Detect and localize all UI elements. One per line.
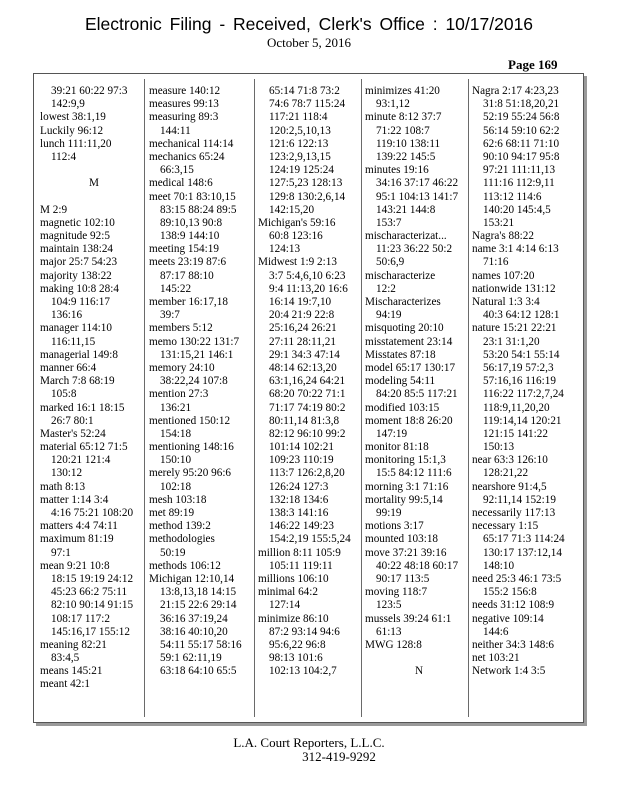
index-continuation: 68:20 70:22 71:1	[269, 388, 346, 401]
index-entry: measures 99:13	[149, 98, 219, 111]
index-entry: minimizes 41:20	[365, 85, 440, 97]
index-continuation: 138:9 144:10	[160, 230, 220, 243]
index-entry: need 25:3 46:1 73:5	[472, 572, 562, 585]
index-entry: MWG 128:8	[365, 638, 422, 651]
index-entry: Midwest 1:9 2:13	[258, 256, 337, 269]
index-entry: Master's 52:24	[40, 427, 106, 440]
index-entry: modified 103:15	[365, 401, 440, 414]
index-entry: majority 138:22	[40, 269, 112, 282]
index-column-3	[258, 85, 366, 678]
index-continuation: 56:14 59:10 62:2	[483, 124, 560, 137]
index-entry: motions 3:17	[365, 520, 424, 533]
index-continuation: 116:22 117:2,7,24	[483, 388, 564, 401]
index-continuation: 105:8	[51, 388, 77, 401]
index-entry: misquoting 20:10	[365, 322, 444, 335]
index-entry: material 65:12 71:5	[40, 441, 128, 454]
index-entry: memory 24:10	[149, 361, 215, 374]
index-entry: manner 66:4	[40, 361, 97, 374]
index-continuation: 82:12 96:10 99:2	[269, 427, 346, 440]
index-continuation: 89:10,13 90:8	[160, 216, 223, 229]
index-entry: met 89:19	[149, 507, 195, 519]
index-entry: model 65:17 130:17	[365, 361, 456, 374]
index-continuation: 90:10 94:17 95:8	[483, 150, 560, 163]
index-entry: meeting 154:19	[149, 243, 219, 256]
index-entry: moving 118:7	[365, 586, 428, 599]
index-continuation: 142:15,20	[269, 203, 315, 216]
index-entry: March 7:8 68:19	[40, 375, 115, 388]
index-entry: member 16:17,18	[149, 296, 228, 308]
index-continuation: 129:8 130:2,6,14	[269, 190, 346, 203]
index-continuation: 131:15,21 146:1	[160, 348, 234, 361]
index-entry: nature 15:21 22:21	[472, 322, 557, 335]
index-continuation: 20:4 21:9 22:8	[269, 309, 335, 322]
blank-line	[365, 652, 473, 665]
index-continuation: 118:9,11,20,20	[483, 401, 550, 414]
index-continuation: 94:19	[376, 309, 402, 322]
index-column-5	[472, 85, 580, 678]
index-entry: needs 31:12 108:9	[472, 599, 555, 612]
index-entry: matter 1:14 3:4	[40, 493, 109, 506]
index-continuation: 138:3 141:16	[269, 507, 329, 519]
index-entry: negative 109:14	[472, 612, 544, 625]
index-continuation: 40:22 48:18 60:17	[376, 559, 459, 572]
index-entry: monitor 81:18	[365, 441, 429, 454]
index-continuation: 97:1	[51, 546, 71, 559]
index-continuation: 136:16	[51, 309, 83, 322]
index-continuation: 65:14 71:8 73:2	[269, 85, 340, 97]
index-entry: magnitude 92:5	[40, 230, 110, 243]
index-continuation: 142:9,9	[51, 98, 85, 111]
index-entry: net 103:21	[472, 652, 520, 665]
index-continuation: 39:7	[160, 309, 180, 322]
index-entry: mischaracterize	[365, 269, 436, 282]
index-entry: Network 1:4 3:5	[472, 665, 546, 678]
index-continuation: 26:7 80:1	[51, 414, 94, 427]
index-continuation: 9:4 11:13,20 16:6	[269, 282, 348, 295]
index-entry: meaning 82:21	[40, 638, 107, 651]
index-entry: maintain 138:24	[40, 243, 114, 256]
index-continuation: 93:1,12	[376, 98, 410, 111]
index-entry: magnetic 102:10	[40, 216, 115, 229]
index-continuation: 95:1 104:13 141:7	[376, 190, 459, 203]
index-entry: millions 106:10	[258, 572, 329, 585]
index-entry: name 3:1 4:14 6:13	[472, 243, 559, 256]
index-continuation: 128:21,22	[483, 467, 529, 480]
index-continuation: 71:17 74:19 80:2	[269, 401, 346, 414]
index-entry: million 8:11 105:9	[258, 546, 341, 559]
index-continuation: 48:14 62:13,20	[269, 361, 337, 374]
index-continuation: 66:3,15	[160, 164, 194, 177]
index-continuation: 121:6 122:13	[269, 137, 329, 150]
index-entry: lunch 111:11,20	[40, 137, 112, 150]
index-continuation: 102:18	[160, 480, 192, 493]
index-continuation: 71:16	[483, 256, 509, 269]
index-continuation: 11:23 36:22 50:2	[376, 243, 453, 256]
index-continuation: 98:13 101:6	[269, 652, 323, 665]
blank-line	[40, 164, 148, 177]
letter-heading: N	[414, 665, 424, 678]
index-continuation: 104:9 116:17	[51, 296, 110, 308]
index-continuation: 65:17 71:3 114:24	[483, 533, 565, 546]
index-entry: members 5:12	[149, 322, 213, 335]
index-continuation: 153:21	[483, 216, 515, 229]
index-continuation: 148:10	[483, 559, 515, 572]
index-continuation: 119:14,14 120:21	[483, 414, 562, 427]
index-continuation: 121:15 141:22	[483, 427, 548, 440]
index-entry: Michigan 12:10,14	[149, 572, 235, 585]
index-continuation: 97:21 111:11,13	[483, 164, 556, 177]
index-entry: necessary 1:15	[472, 520, 539, 533]
index-continuation: 95:6,22 96:8	[269, 638, 326, 651]
index-entry: nearshore 91:4,5	[472, 480, 547, 493]
index-continuation: 146:22 149:23	[269, 520, 334, 533]
index-entry: mechanical 114:14	[149, 137, 234, 150]
index-continuation: 155:2 156:8	[483, 586, 537, 599]
index-continuation: 60:8 123:16	[269, 230, 323, 243]
index-continuation: 83:15 88:24 89:5	[160, 203, 237, 216]
index-continuation: 111:16 112:9,11	[483, 177, 555, 190]
filing-stamp-header: Electronic Filing - Received, Clerk's Office : 10/17/2016	[84, 14, 534, 34]
index-continuation: 123:2,9,13,15	[269, 150, 331, 163]
index-continuation: 130:17 137:12,14	[483, 546, 562, 559]
index-continuation: 74:6 78:7 115:24	[269, 98, 346, 111]
index-entry: meets 23:19 87:6	[149, 256, 227, 269]
index-entry: mentioning 148:16	[149, 441, 234, 454]
index-entry: neither 34:3 148:6	[472, 638, 555, 651]
index-continuation: 62:6 68:11 71:10	[483, 137, 560, 150]
index-continuation: 50:19	[160, 546, 186, 559]
index-continuation: 40:3 64:12 128:1	[483, 309, 560, 322]
index-continuation: 39:21 60:22 97:3	[51, 85, 128, 97]
page-number: Page 169	[508, 57, 558, 72]
index-continuation: 113:12 114:6	[483, 190, 542, 203]
index-entry: move 37:21 39:16	[365, 546, 447, 559]
index-entry: necessarily 117:13	[472, 507, 556, 519]
index-continuation: 136:21	[160, 401, 192, 414]
index-entry: meant 42:1	[40, 678, 91, 691]
index-entry: memo 130:22 131:7	[149, 335, 240, 348]
index-continuation: 29:1 34:3 47:14	[269, 348, 340, 361]
index-entry: managerial 149:8	[40, 348, 118, 361]
index-continuation: 16:14 19:7,10	[269, 296, 332, 308]
index-continuation: 108:17 117:2	[51, 612, 110, 625]
index-continuation: 12:2	[376, 282, 396, 295]
index-entry: marked 16:1 18:15	[40, 401, 125, 414]
index-continuation: 120:2,5,10,13	[269, 124, 331, 137]
index-continuation: 87:17 88:10	[160, 269, 214, 282]
index-entry: minimal 64:2	[258, 586, 318, 599]
court-reporter-name: L.A. Court Reporters, L.L.C.	[233, 735, 385, 750]
index-continuation: 21:15 22:6 29:14	[160, 599, 237, 612]
index-continuation: 25:16,24 26:21	[269, 322, 337, 335]
index-entry: mechanics 65:24	[149, 150, 225, 163]
index-entry: matters 4:4 74:11	[40, 520, 118, 533]
index-continuation: 112:4	[51, 150, 77, 163]
index-entry: Luckily 96:12	[40, 124, 104, 137]
index-continuation: 4:16 75:21 108:20	[51, 507, 134, 519]
index-entry: Nagra's 88:22	[472, 230, 534, 243]
index-continuation: 144:11	[160, 124, 191, 137]
index-continuation: 140:20 145:4,5	[483, 203, 551, 216]
index-entry: mounted 103:18	[365, 533, 439, 546]
index-continuation: 38:22,24 107:8	[160, 375, 228, 388]
index-continuation: 71:22 108:7	[376, 124, 430, 137]
index-entry: major 25:7 54:23	[40, 256, 118, 269]
index-continuation: 27:11 28:11,21	[269, 335, 336, 348]
index-entry: methodologies	[149, 533, 215, 546]
index-entry: method 139:2	[149, 520, 211, 533]
index-entry: minute 8:12 37:7	[365, 111, 442, 124]
index-entry: Natural 1:3 3:4	[472, 296, 540, 308]
index-entry: Michigan's 59:16	[258, 216, 336, 229]
index-entry: maximum 81:19	[40, 533, 114, 546]
index-continuation: 130:12	[51, 467, 83, 480]
index-continuation: 119:10 138:11	[376, 137, 441, 150]
index-entry: mention 27:3	[149, 388, 209, 401]
index-entry: lowest 38:1,19	[40, 111, 106, 124]
index-entry: near 63:3 126:10	[472, 454, 548, 467]
index-continuation: 143:21 144:8	[376, 203, 436, 216]
index-entry: measure 140:12	[149, 85, 221, 97]
index-continuation: 34:16 37:17 46:22	[376, 177, 459, 190]
index-continuation: 105:11 119:11	[269, 559, 333, 572]
index-continuation: 23:1 31:1,20	[483, 335, 540, 348]
index-continuation: 154:18	[160, 427, 192, 440]
index-continuation: 132:18 134:6	[269, 493, 329, 506]
letter-heading: M	[89, 177, 99, 190]
index-entry: mussels 39:24 61:1	[365, 612, 452, 625]
index-continuation: 154:2,19 155:5,24	[269, 533, 351, 546]
index-continuation: 144:6	[483, 625, 509, 638]
index-continuation: 31:8 51:18,20,21	[483, 98, 560, 111]
index-entry: monitoring 15:1,3	[365, 454, 446, 467]
index-continuation: 57:16,16 116:19	[483, 375, 556, 388]
index-entry: Nagra 2:17 4:23,23	[472, 85, 559, 97]
index-entry: manager 114:10	[40, 322, 112, 335]
index-entry: moment 18:8 26:20	[365, 414, 453, 427]
index-entry: Mischaracterizes	[365, 296, 441, 308]
index-entry: M 2:9	[40, 203, 68, 216]
index-entry: mischaracterizat...	[365, 230, 447, 243]
index-continuation: 3:7 5:4,6,10 6:23	[269, 269, 346, 282]
index-continuation: 15:5 84:12 111:6	[376, 467, 452, 480]
index-column-4	[365, 85, 473, 678]
index-continuation: 61:13	[376, 625, 402, 638]
index-continuation: 82:10 90:14 91:15	[51, 599, 134, 612]
index-continuation: 102:13 104:2,7	[269, 665, 337, 678]
index-continuation: 87:2 93:14 94:6	[269, 625, 340, 638]
index-entry: mentioned 150:12	[149, 414, 231, 427]
transcript-date: October 5, 2016	[266, 35, 352, 50]
index-entry: making 10:8 28:4	[40, 282, 119, 295]
index-entry: math 8:13	[40, 480, 86, 493]
index-entry: mesh 103:18	[149, 493, 207, 506]
index-column-2	[149, 85, 257, 678]
index-continuation: 101:14 102:21	[269, 441, 334, 454]
index-continuation: 54:11 55:17 58:16	[160, 638, 242, 651]
index-entry: misstatement 23:14	[365, 335, 453, 348]
index-entry: mortality 99:5,14	[365, 493, 443, 506]
index-entry: meet 70:1 83:10,15	[149, 190, 236, 203]
index-continuation: 147:19	[376, 427, 408, 440]
index-entry: mean 9:21 10:8	[40, 559, 110, 572]
index-continuation: 139:22 145:5	[376, 150, 436, 163]
index-continuation: 113:7 126:2,8,20	[269, 467, 345, 480]
index-continuation: 150:13	[483, 441, 515, 454]
index-continuation: 145:16,17 155:12	[51, 625, 130, 638]
court-reporter-phone: 312-419-9292	[302, 749, 376, 764]
index-continuation: 18:15 19:19 24:12	[51, 572, 134, 585]
index-continuation: 124:13	[269, 243, 301, 256]
index-continuation: 92:11,14 152:19	[483, 493, 556, 506]
index-continuation: 45:23 66:2 75:11	[51, 586, 128, 599]
index-entry: names 107:20	[472, 269, 535, 282]
index-entry: minutes 19:16	[365, 164, 429, 177]
index-continuation: 50:6,9	[376, 256, 405, 269]
index-continuation: 117:21 118:4	[269, 111, 328, 124]
index-entry: minimize 86:10	[258, 612, 329, 625]
index-continuation: 127:5,23 128:13	[269, 177, 343, 190]
index-continuation: 83:4,5	[51, 652, 80, 665]
index-entry: methods 106:12	[149, 559, 221, 572]
index-column-1	[40, 85, 148, 692]
index-entry: modeling 54:11	[365, 375, 436, 388]
index-entry: nationwide 131:12	[472, 282, 556, 295]
index-continuation: 153:7	[376, 216, 402, 229]
index-entry: Misstates 87:18	[365, 348, 436, 361]
index-continuation: 123:5	[376, 599, 402, 612]
index-continuation: 116:11,15	[51, 335, 96, 348]
index-continuation: 63:18 64:10 65:5	[160, 665, 237, 678]
index-entry: morning 3:1 71:16	[365, 480, 449, 493]
index-continuation: 36:16 37:19,24	[160, 612, 228, 625]
index-continuation: 145:22	[160, 282, 192, 295]
index-continuation: 80:11,14 81:3,8	[269, 414, 340, 427]
index-continuation: 84:20 85:5 117:21	[376, 388, 458, 401]
blank-line	[40, 191, 148, 204]
index-continuation: 59:1 62:11,19	[160, 652, 222, 665]
index-continuation: 150:10	[160, 454, 192, 467]
index-continuation: 52:19 55:24 56:8	[483, 111, 560, 124]
index-continuation: 99:19	[376, 507, 402, 519]
index-continuation: 124:19 125:24	[269, 164, 334, 177]
index-continuation: 127:14	[269, 599, 301, 612]
index-continuation: 38:16 40:10,20	[160, 625, 228, 638]
index-entry: means 145:21	[40, 665, 103, 678]
index-continuation: 56:17,19 57:2,3	[483, 361, 554, 374]
index-entry: measuring 89:3	[149, 111, 219, 124]
index-continuation: 126:24 127:3	[269, 480, 329, 493]
index-entry: merely 95:20 96:6	[149, 467, 232, 480]
index-continuation: 120:21 121:4	[51, 454, 111, 467]
index-continuation: 53:20 54:1 55:14	[483, 348, 560, 361]
index-continuation: 63:1,16,24 64:21	[269, 375, 346, 388]
index-continuation: 109:23 110:19	[269, 454, 334, 467]
index-continuation: 13:8,13,18 14:15	[160, 586, 237, 599]
index-entry: medical 148:6	[149, 177, 213, 190]
index-continuation: 90:17 113:5	[376, 572, 430, 585]
